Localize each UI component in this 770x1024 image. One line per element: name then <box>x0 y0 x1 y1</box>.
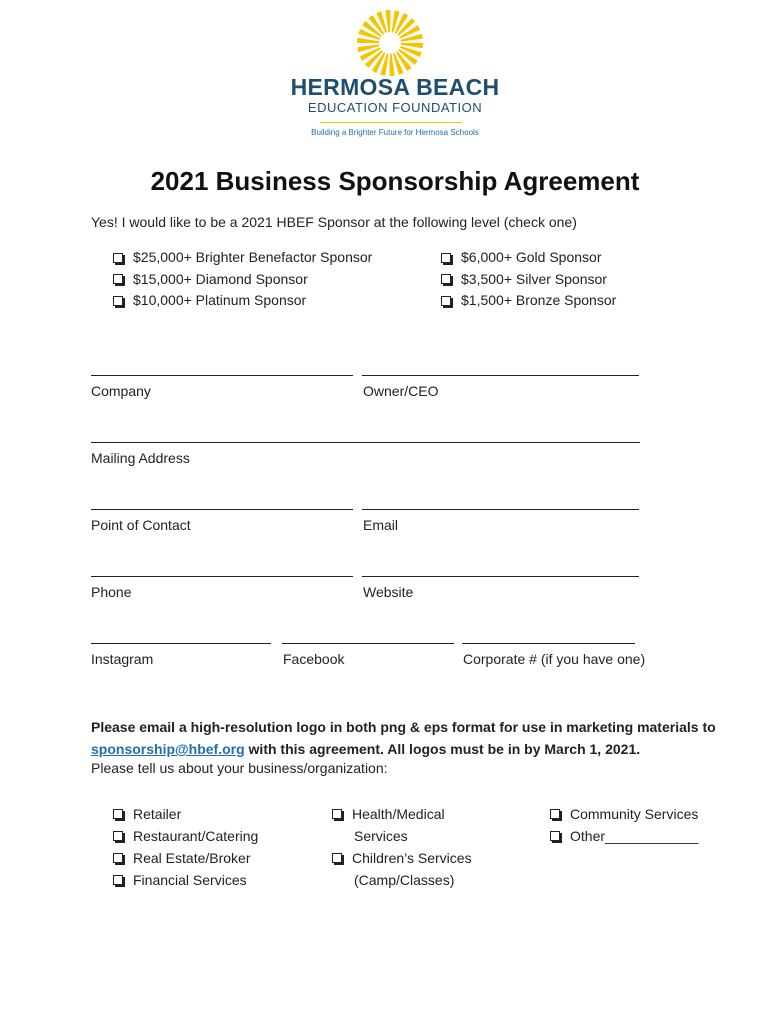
category-col-3 <box>550 803 698 847</box>
company-label: Company <box>91 383 151 399</box>
category-col-1 <box>113 803 258 891</box>
logo-subname: EDUCATION FOUNDATION <box>307 100 483 115</box>
category-col-2: Health/Medical Services Children’s Services (Camp/Classes) <box>332 803 472 891</box>
page-title: 2021 Business Sponsorship Agreement <box>150 166 640 196</box>
category-option[interactable]: Financial Services <box>113 869 258 891</box>
website-label: Website <box>363 584 414 600</box>
checkbox-icon[interactable] <box>113 809 123 819</box>
level-option[interactable]: $3,500+ Silver Sponsor <box>441 269 616 291</box>
checkbox-icon[interactable] <box>441 274 451 284</box>
category-option[interactable]: Restaurant/Catering <box>113 825 258 847</box>
checkbox-icon[interactable] <box>113 875 123 885</box>
category-option[interactable]: Other____________ <box>550 825 698 847</box>
logo-tagline: Building a Brighter Future for Hermosa Schools <box>311 128 479 137</box>
checkbox-icon[interactable] <box>113 253 123 263</box>
checkbox-icon[interactable] <box>441 253 451 263</box>
facebook-label: Facebook <box>283 651 345 667</box>
levels-right-list <box>441 247 616 312</box>
checkbox-icon[interactable] <box>441 296 451 306</box>
phone-line[interactable] <box>91 576 353 577</box>
checkbox-icon[interactable] <box>550 809 560 819</box>
logo-name: HERMOSA BEACH <box>290 74 500 100</box>
checkbox-icon[interactable] <box>113 853 123 863</box>
level-option[interactable]: $25,000+ Brighter Benefactor Sponsor <box>113 247 372 269</box>
checkbox-icon[interactable] <box>550 831 560 841</box>
logo-note: Please email a high-resolution logo in both png & eps format for use in marketing materials to sponsorship@hbef.org with this agreement. All logos must be in by March 1, 2021. <box>91 719 716 757</box>
mailing-line[interactable] <box>91 442 640 443</box>
category-option[interactable]: Community Services <box>550 803 698 825</box>
category-option[interactable]: Children’s Services <box>332 847 472 869</box>
facebook-line[interactable] <box>282 643 454 644</box>
category-option[interactable]: Health/Medical <box>332 803 472 825</box>
instagram-line[interactable] <box>91 643 271 644</box>
level-option[interactable]: $10,000+ Platinum Sponsor <box>113 290 372 312</box>
phone-label: Phone <box>91 584 132 600</box>
instagram-label: Instagram <box>91 651 154 667</box>
level-option[interactable]: $6,000+ Gold Sponsor <box>441 247 616 269</box>
email-link[interactable]: sponsorship@hbef.org <box>91 741 245 757</box>
email-line[interactable] <box>362 509 639 510</box>
corporate-line[interactable] <box>462 643 635 644</box>
email-label: Email <box>363 517 399 533</box>
logo-divider <box>320 122 462 123</box>
checkbox-icon[interactable] <box>113 274 123 284</box>
tell-us-text: Please tell us about your business/organization: <box>91 760 388 776</box>
checkbox-icon[interactable] <box>332 809 342 819</box>
category-option[interactable]: Retailer <box>113 803 258 825</box>
contact-line[interactable] <box>91 509 353 510</box>
checkbox-icon[interactable] <box>113 831 123 841</box>
website-line[interactable] <box>362 576 639 577</box>
checkbox-icon[interactable] <box>332 853 342 863</box>
contact-label: Point of Contact <box>91 517 191 533</box>
owner-line[interactable] <box>362 375 639 376</box>
mailing-label: Mailing Address <box>91 450 190 466</box>
corporate-label: Corporate # (if you have one) <box>463 651 646 667</box>
category-option[interactable]: Real Estate/Broker <box>113 847 258 869</box>
levels-left-list <box>113 247 372 312</box>
intro-text: Yes! I would like to be a 2021 HBEF Sponsor at the following level (check one) <box>91 214 577 230</box>
sun-rays-icon <box>355 8 425 78</box>
checkbox-icon[interactable] <box>113 296 123 306</box>
owner-label: Owner/CEO <box>363 383 439 399</box>
company-line[interactable] <box>91 375 353 376</box>
level-option[interactable]: $15,000+ Diamond Sponsor <box>113 269 372 291</box>
level-option[interactable]: $1,500+ Bronze Sponsor <box>441 290 616 312</box>
